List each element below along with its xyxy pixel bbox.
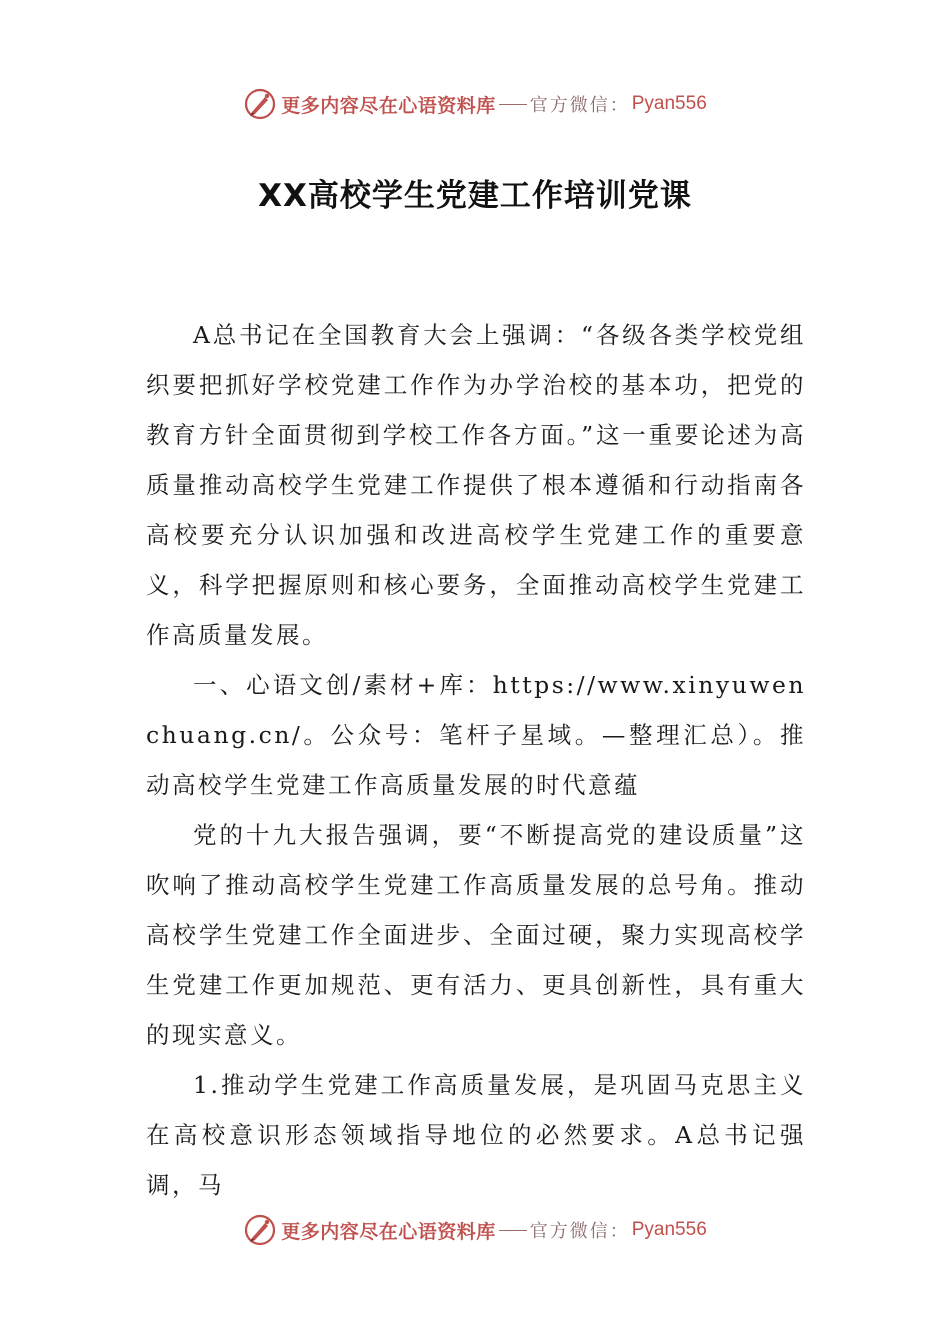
footer-banner xyxy=(0,1210,950,1250)
banner-sub-text: 官方微信： xyxy=(529,1221,630,1242)
banner-sub-text: 官方微信： xyxy=(529,95,630,116)
pen-logo-icon xyxy=(243,1213,277,1247)
banner-wechat-id: Pyan556 xyxy=(631,1219,707,1240)
document-body xyxy=(146,310,806,1210)
paragraph: 1.推动学生党建工作高质量发展，是巩固马克思主义在高校意识形态领域指导地位的必然要求。A总书记强调，马 xyxy=(146,1071,806,1199)
paragraph: 一、心语文创/素材+库：https://www.xinyuwenchuang.cn/。公众号：笔杆子星域。—整理汇总）。推动高校学生党建工作高质量发展的时代意蕴 xyxy=(146,671,806,799)
banner-dash xyxy=(499,1230,527,1231)
pen-logo-icon xyxy=(243,87,277,121)
paragraph: 党的十九大报告强调，要“不断提高党的建设质量”这吹响了推动高校学生党建工作高质量发展的总号角。推动高校学生党建工作全面进步、全面过硬，聚力实现高校学生党建工作更加规范、更有活力、更具创新性，具有重大的现实意义。 xyxy=(146,821,806,1049)
banner-main-text: 更多内容尽在心语资料库 xyxy=(281,1220,496,1243)
banner-wechat-id: Pyan556 xyxy=(631,93,707,114)
paragraph: A总书记在全国教育大会上强调：“各级各类学校党组织要把抓好学校党建工作作为办学治校的基本功，把党的教育方针全面贯彻到学校工作各方面。”这一重要论述为高质量推动高校学生党建工作提供了根本遵循和行动指南各高校要充分认识加强和改进高校学生党建工作的重要意义，科学把握原则和核心要务，全面推动高校学生党建工作高质量发展。 xyxy=(146,321,806,649)
header-banner xyxy=(0,84,950,124)
document-title: XX高校学生党建工作培训党课 xyxy=(258,178,692,214)
banner-main-text: 更多内容尽在心语资料库 xyxy=(281,94,496,117)
banner-dash xyxy=(499,104,527,105)
